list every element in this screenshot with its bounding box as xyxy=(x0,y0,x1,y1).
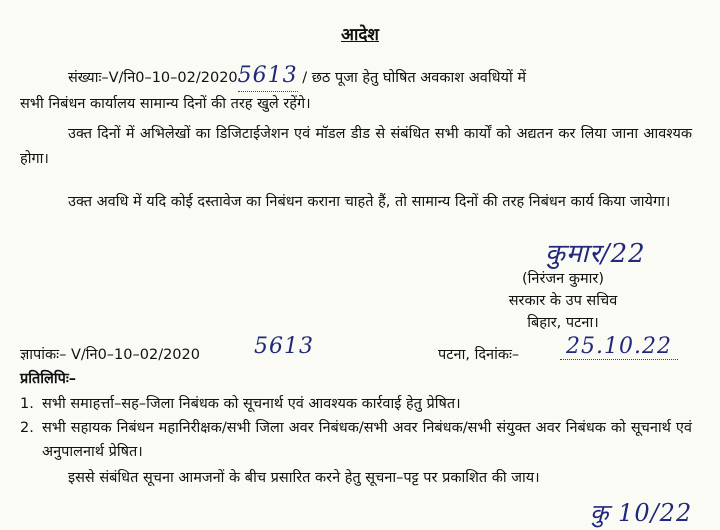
handwritten-signature: कुमार/22 xyxy=(545,239,646,269)
signatory-location: बिहार, पटना। xyxy=(527,315,599,331)
signatory-designation: सरकार के उप सचिव xyxy=(508,293,618,309)
copy-to-label: प्रतिलिपिः– xyxy=(20,371,77,387)
list-item xyxy=(20,416,692,464)
handwritten-reference-number: 5613 xyxy=(237,63,298,88)
list-item xyxy=(20,392,692,416)
signatory-name: (निरंजन कुमार) xyxy=(522,271,604,287)
list-item-text: सभी सहायक निबंधन महानिरीक्षक/सभी जिला अवर निबंधक/सभी अवर निबंधक/सभी संयुक्त अवर निबंधक को सूचनार्थ एवं अनुपालनार्थ प्रेषित। xyxy=(42,420,692,460)
handwritten-initials: कु 10/22 xyxy=(590,499,693,527)
handwritten-memo-number: 5613 xyxy=(254,334,314,359)
paragraph-3 xyxy=(20,190,692,215)
closing-line xyxy=(20,466,692,490)
paragraph-2 xyxy=(20,122,692,172)
list-item-text: सभी समाहर्त्ता–सह–जिला निबंधक को सूचनार्थ एवं आवश्यक कार्रवाई हेतु प्रेषित। xyxy=(42,396,461,412)
paragraph-1 xyxy=(20,63,692,117)
place-date-label: पटना, दिनांकः– xyxy=(438,347,520,363)
signatory-block xyxy=(478,268,648,334)
handwritten-date: 25.10.22 xyxy=(560,334,678,360)
document-title: आदेश xyxy=(341,25,379,45)
paragraph-3-text: उक्त अवधि में यदि कोई दस्तावेज का निबंधन कराना चाहते हैं, तो सामान्य दिनों की तरह निबंधन कार्य किया जायेगा। xyxy=(68,194,671,210)
list-item-number: 2. xyxy=(20,420,34,436)
closing-text: इससे संबंधित सूचना आमजनों के बीच प्रसारित करने हेतु सूचना–पट्ट पर प्रकाशित की जाय। xyxy=(68,470,540,486)
copy-to-list xyxy=(20,392,692,464)
paragraph-2-text: उक्त दिनों में अभिलेखों का डिजिटाईजेशन एवं मॉडल डीड से संबंधित सभी कार्यों को अद्यतन कर लिया जाना आवश्यक होगा। xyxy=(20,126,692,167)
paragraph-1-text: / छठ पूजा हेतु घोषित अवकाश अवधियों में xyxy=(302,70,526,86)
paragraph-1-line-2: सभी निबंधन कार्यालय सामान्य दिनों की तरह खुले रहेंगे। xyxy=(20,96,311,112)
memo-reference: ज्ञापांकः– V/नि0–10–02/2020 xyxy=(20,347,200,363)
list-item-number: 1. xyxy=(20,396,34,412)
reference-number: संख्याः–V/नि0–10–02/2020 xyxy=(68,70,238,86)
memo-row xyxy=(20,334,700,370)
